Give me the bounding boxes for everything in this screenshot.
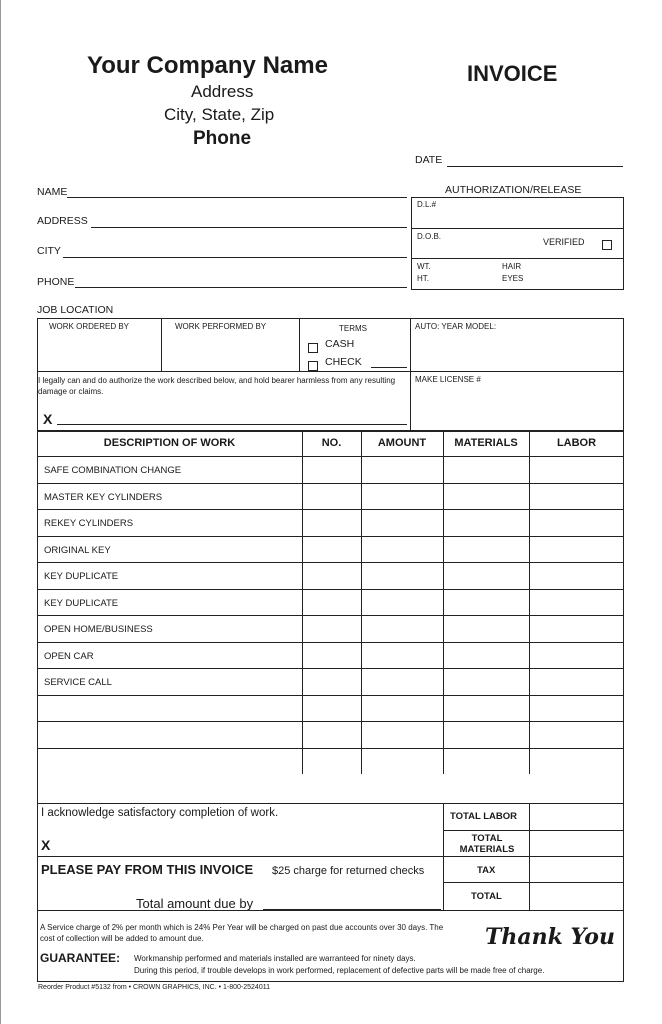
authorize-text: I legally can and do authorize the work described below, and hold bearer harmless from any resulting damage or claims.: [38, 376, 396, 396]
table-row[interactable]: [37, 589, 624, 616]
address-label: ADDRESS: [37, 215, 88, 227]
cash-label: CASH: [325, 338, 355, 350]
address-field[interactable]: [91, 227, 407, 228]
dl-label: D.L.#: [417, 200, 437, 209]
terms-label: TERMS: [339, 324, 367, 333]
authorize-signature-field[interactable]: [57, 424, 407, 425]
tax-label: TAX: [477, 865, 496, 876]
verified-label: VERIFIED: [543, 237, 585, 247]
company-phone: Phone: [193, 128, 252, 149]
table-row[interactable]: [37, 668, 624, 695]
guarantee-text-2: During this period, if trouble develops in work performed, replacement of defective parts will be made free of charge.: [134, 966, 545, 975]
guarantee-text-1: Workmanship performed and materials installed are warranteed for ninety days.: [134, 954, 416, 963]
cash-checkbox[interactable]: [308, 339, 318, 357]
check-checkbox[interactable]: [308, 357, 318, 375]
table-header-2: AMOUNT: [377, 437, 427, 449]
work-ordered-by-label: WORK ORDERED BY: [49, 322, 130, 331]
work-description: OPEN HOME/BUSINESS: [44, 624, 153, 635]
date-field[interactable]: [447, 166, 623, 167]
city-label: CITY: [37, 245, 61, 257]
authorize-x-mark: X: [43, 411, 53, 427]
acknowledge-text: I acknowledge satisfactory completion of work.: [41, 807, 279, 819]
eyes-label: EYES: [502, 274, 524, 283]
reorder-text: Reorder Product #5132 from • CROWN GRAPHICS, INC. • 1-800-2524011: [38, 984, 270, 991]
total-materials-label: TOTAL MATERIALS: [459, 833, 515, 855]
date-label: DATE: [415, 154, 443, 166]
phone-label: PHONE: [37, 276, 75, 288]
work-description: SAFE COMBINATION CHANGE: [44, 465, 182, 476]
guarantee-label: GUARANTEE:: [40, 951, 120, 965]
hair-label: HAIR: [502, 262, 522, 271]
table-header-1: NO.: [321, 437, 342, 449]
table-row[interactable]: [37, 562, 624, 589]
total-due-label: Total amount due by: [136, 896, 254, 911]
wt-label: WT.: [417, 262, 431, 271]
work-description: SERVICE CALL: [44, 677, 112, 688]
job-location-label: JOB LOCATION: [37, 304, 114, 316]
dob-label: D.O.B.: [417, 232, 442, 241]
table-row[interactable]: [37, 695, 624, 722]
make-license-label: MAKE LICENSE #: [415, 375, 481, 384]
verified-checkbox[interactable]: [602, 236, 612, 254]
work-performed-by-label: WORK PERFORMED BY: [175, 322, 267, 331]
table-row[interactable]: [37, 748, 624, 775]
name-label: NAME: [37, 186, 68, 198]
table-header-0: DESCRIPTION OF WORK: [103, 437, 236, 449]
thank-you-text: Thank You: [485, 924, 615, 950]
table-row[interactable]: [37, 721, 624, 748]
check-label: CHECK: [325, 356, 362, 368]
check-number-field[interactable]: [371, 367, 407, 368]
work-description: KEY DUPLICATE: [44, 597, 119, 609]
table-header-3: MATERIALS: [454, 437, 518, 449]
invoice-title: INVOICE: [467, 61, 558, 86]
acknowledge-x-mark: X: [41, 837, 51, 853]
total-label: TOTAL: [471, 891, 502, 902]
authorization-title: AUTHORIZATION/RELEASE: [445, 184, 582, 196]
city-field[interactable]: [63, 257, 407, 258]
totals-section: [37, 803, 624, 911]
company-address: Address: [191, 82, 254, 101]
table-row[interactable]: [37, 642, 624, 669]
name-field[interactable]: [67, 197, 407, 198]
table-header-4: LABOR: [556, 437, 597, 449]
company-name: Your Company Name: [87, 52, 328, 79]
pay-from-invoice-text: PLEASE PAY FROM THIS INVOICE: [41, 862, 254, 877]
work-description: KEY DUPLICATE: [44, 571, 119, 582]
work-description: MASTER KEY CYLINDERS: [44, 491, 163, 503]
company-city-state-zip: City, State, Zip: [164, 105, 275, 124]
returned-checks-text: $25 charge for returned checks: [272, 865, 425, 877]
ht-label: HT.: [417, 274, 429, 283]
work-description: REKEY CYLINDERS: [44, 518, 134, 529]
table-row[interactable]: [37, 536, 624, 563]
work-description: ORIGINAL KEY: [44, 544, 111, 556]
phone-field[interactable]: [75, 287, 407, 288]
service-charge-text: A Service charge of 2% per month which is 24% Per Year will be charged on past due accounts over 30 days. The cost of collection will be added to amount due.: [40, 923, 444, 943]
auto-year-model-label: AUTO: YEAR MODEL:: [415, 322, 497, 331]
total-labor-label: TOTAL LABOR: [450, 811, 518, 822]
work-description: OPEN CAR: [44, 650, 94, 662]
